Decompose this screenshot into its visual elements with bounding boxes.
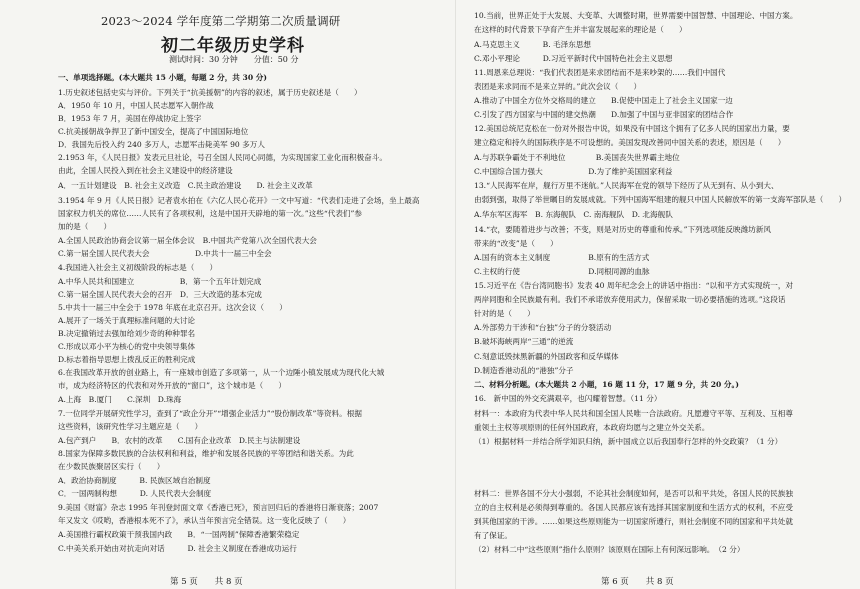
text-line: （2）材料二中“这些原则”指什么原则？该原则在国际上有何深远影响。 （2 分） <box>474 545 745 554</box>
text-line: 6.在我国改革开放的创业路上，有一座城市创造了多项第一，从一个边陲小镇发展成为现代化大城 <box>58 368 385 377</box>
text-line: 12.美国总统尼克松在一份对外报告中说，如果没有中国这个拥有了亿多人民的国家出力量，要 <box>474 124 790 133</box>
text-line: 到其他国家的干涉。……如果这些原则能为一切国家所遵行，则社会制度不同的国家和平共处就 <box>474 517 793 526</box>
text-line: D.制造香港动乱的“港独”分子 <box>474 366 574 375</box>
text-line: B.破坏海峡两岸“三通”的逆流 <box>474 337 574 346</box>
text-line: A.上海 B.厦门 C.深圳 D.珠海 <box>58 395 182 404</box>
text-line: （1）根据材料一并结合所学知识归纳，新中国成立以后我国奉行怎样的外交政策？（1 分） <box>474 437 783 446</box>
text-line: 两岸同胞和全民族最有利。我们不承诺放弃使用武力，保留采取一切必要措施的选项。”这段话 <box>474 295 786 304</box>
text-line: A.美国推行霸权政策干预我国内政 B．“一国两制”保障香港繁荣稳定 <box>58 530 300 539</box>
text-line: A.与苏联争霸处于不利地位 B.美国丧失世界霸主地位 <box>474 153 680 162</box>
text-line: C.中国综合国力强大 D.为了维护美国国家利益 <box>474 167 673 176</box>
text-line: 13.“人民海军在岸，舰行万里不迷航。”人民海军在党的领导下经历了从无到有、从小到大、 <box>474 181 779 190</box>
text-line: A.外部势力干涉和“台独”分子的分裂活动 <box>474 323 612 332</box>
text-line: 年又发文《哎哟，香港根本死不了》，承认当年预言完全错误。这一变化反映了（ ） <box>58 516 351 525</box>
text-line: 建立稳定和持久的国际秩序是不可设想的。美国发现改善同中国关系的表述，原因是（ ） <box>474 138 786 147</box>
text-line: 14.“衣，要随着进步与改善；不变，则是对历史的尊重和传承。”下列选项能反映潍坊新风 <box>474 225 772 234</box>
text-line: A.中华人民共和国建立 B．第一个五年计划完成 <box>58 277 262 286</box>
text-line: A.全国人民政治协商会议第一届全体会议 B.中国共产党第八次全国代表大会 <box>58 236 317 245</box>
text-line: 由此，全国人民投入到在社会主义建设中的经济建设 <box>58 166 233 175</box>
text-line: 材料一：本政府为代表中华人民共和国全国人民唯一合法政府。凡愿遵守平等、互利及、互相尊 <box>474 409 793 418</box>
text-line: 市，成为经济特区的代表和对外开放的“窗口”，这个城市是（ ） <box>58 381 286 390</box>
text-line: 1.历史叙述包括史实与评价。下列关于“抗美援朝”的内容的叙述，属于历史叙述是（ ） <box>58 88 362 97</box>
text-line: 在这样的时代背景下孕育产生并丰富发展起来的理论是（ ） <box>474 25 687 34</box>
text-line: A.马克思主义 B. 毛泽东思想 <box>474 40 592 49</box>
text-line: 重领土主权等项原则的任何外国政府，本政府均愿与之建立外交关系。 <box>474 423 710 432</box>
text-line: C.中美关系开始由对抗走向对话 D. 社会主义制度在香港成功运行 <box>58 544 297 553</box>
text-line: 7.一位同学开展研究性学习，查到了“政企分开”“增强企业活力”“股份制改革”等资料。根据 <box>58 409 362 418</box>
text-line: C.邓小平理论 D.习近平新时代中国特色社会主义思想 <box>474 54 673 63</box>
text-line: C.第一届全国人民代表大会 D.中共十一届三中全会 <box>58 249 272 258</box>
text-line: 表团是来求同而不是来立异的。”此次会议（ ） <box>474 82 642 91</box>
text-line: A.国有的资本主义制度 B.原有的生活方式 <box>474 253 650 262</box>
page-number-5: 第 5 页 共 8 页 <box>170 577 243 587</box>
text-line: 9.美国《财富》杂志 1995 年刊登封面文章《香港已死》，预言回归后的香港将日渐衰落；2007 <box>58 503 379 512</box>
text-line: C.主权的行使 D.同根同源的血脉 <box>474 267 650 276</box>
text-line: A．一五计划建设 B. 社会主义改造 C.民主政治建设 D. 社会主义改革 <box>58 181 313 190</box>
text-line: 这些资料，该研究性学习主题应是（ ） <box>58 422 203 431</box>
text-line: C．一国两制构想 D. 人民代表大会制度 <box>58 489 212 498</box>
text-line: 由弱到强，取得了举世瞩目的发展成就。下列中国海军组建的舰只中国人民解放军的第一支海军部队是（ ） <box>474 195 847 204</box>
page-number-6: 第 6 页 共 8 页 <box>601 577 674 587</box>
text-line: 立的自主权利是必须得到尊重的。各国人民都应该有选择其国家制度和生活方式的权利，不应受 <box>474 503 793 512</box>
text-line: D．我国先后投入约 240 多万人，志愿军击毙美军 90 多万人 <box>58 140 265 149</box>
text-line: 一、单项选择题。(本大题共 15 小题，每题 2 分，共 30 分) <box>58 73 267 82</box>
text-line: 3.1954 年 9 月《人民日报》记者袁水拍在《六亿人民心花开》一文中写道：“代表们走进了会场，坐上最高 <box>58 196 420 205</box>
text-line: A.包产到户 B．农村的改革 C.国有企业改革 D.民主与法制建设 <box>58 436 301 445</box>
text-line: 国家权力机关的席位……人民有了各项权利，这是中国开天辟地的第一次。”这些“代表们”参 <box>58 209 362 218</box>
exam-title: 2023～2024 学年度第二学期第二次质量调研 <box>101 14 341 28</box>
text-line: 针对的是（ ） <box>474 309 535 318</box>
text-line: 11.周恩来总理说：“我们代表团是来求团结而不是来吵架的……我们中国代 <box>474 68 726 77</box>
text-line: A.华东军区海军 B. 东海舰队 C. 南海舰队 D. 北海舰队 <box>474 210 673 219</box>
text-line: A.推动了中国全方位外交格局的建立 B.促使中国走上了社会主义国家一边 <box>474 96 733 105</box>
page-6 <box>455 0 860 589</box>
text-line: A．政治协商制度 B. 民族区域自治制度 <box>58 476 211 485</box>
text-line: C.形成以邓小平为核心的党中央领导集体 <box>58 342 196 351</box>
text-line: C.第一届全国人民代表大会的召开 D．三大改造的基本完成 <box>58 290 262 299</box>
text-line: 二、材料分析题。(本大题共 2 小题，16 题 11 分，17 题 9 分，共 20 分。) <box>474 380 739 389</box>
text-line: 加的是（ ） <box>58 222 112 231</box>
text-line: 16. 新中国的外交充满艰辛，也闪耀着智慧。（11 分） <box>474 394 662 403</box>
text-line: 2.1953 年，《人民日报》发表元旦社论，号召全国人民同心同德，为实现国家工业化而积极奋斗。 <box>58 153 387 162</box>
exam-subject: 初二年级历史学科 <box>161 36 305 56</box>
text-line: 有了保证。 <box>474 531 512 540</box>
text-line: D.标志着指导思想上拨乱反正的胜利完成 <box>58 355 196 364</box>
text-line: 8.国家为保障多数民族的合法权利和利益，维护和发展各民族的平等团结和谐关系。为此 <box>58 449 354 458</box>
text-line: C.引发了西方国家与中国的建交热潮 D.加强了中国与亚非国家的团结合作 <box>474 110 734 119</box>
text-line: A．1950 年 10 月，中国人民志愿军入朝作战 <box>58 101 214 110</box>
text-line: 10.当前，世界正处于大发展、大变革、大调整时期，世界需要中国智慧、中国理论、中国方案。 <box>474 11 798 20</box>
text-line: C.刻意诋毁抹黑新疆的外国政客和反华媒体 <box>474 352 619 361</box>
text-line: 带来的“改变”是（ ） <box>474 239 558 248</box>
text-line: 4.我国进入社会主义初级阶段的标志是（ ） <box>58 263 218 272</box>
text-line: 5.中共十一届三中全会于 1978 年底在北京召开。这次会议（ ） <box>58 303 287 312</box>
text-line: 材料二：世界各国不分大小强弱，不论其社会制度如何，是否可以和平共处，各国人民的民族独 <box>474 489 793 498</box>
text-line: 在少数民族聚居区实行（ ） <box>58 462 165 471</box>
text-line: 15.习近平在《告台湾同胞书》发表 40 周年纪念会上的讲话中指出：“以和平方式实现统一，对 <box>474 281 794 290</box>
text-line: C.抗美援朝战争捍卫了新中国安全，提高了中国国际地位 <box>58 127 249 136</box>
exam-meta: 测试时间：30 分钟 分值：50 分 <box>169 55 299 64</box>
text-line: B．1953 年 7 月，美国在停战协定上签字 <box>58 114 202 123</box>
text-line: A.展开了一场关于真理标准问题的大讨论 <box>58 316 195 325</box>
text-line: B.决定撤销过去强加给刘少奇的种种罪名 <box>58 329 196 338</box>
